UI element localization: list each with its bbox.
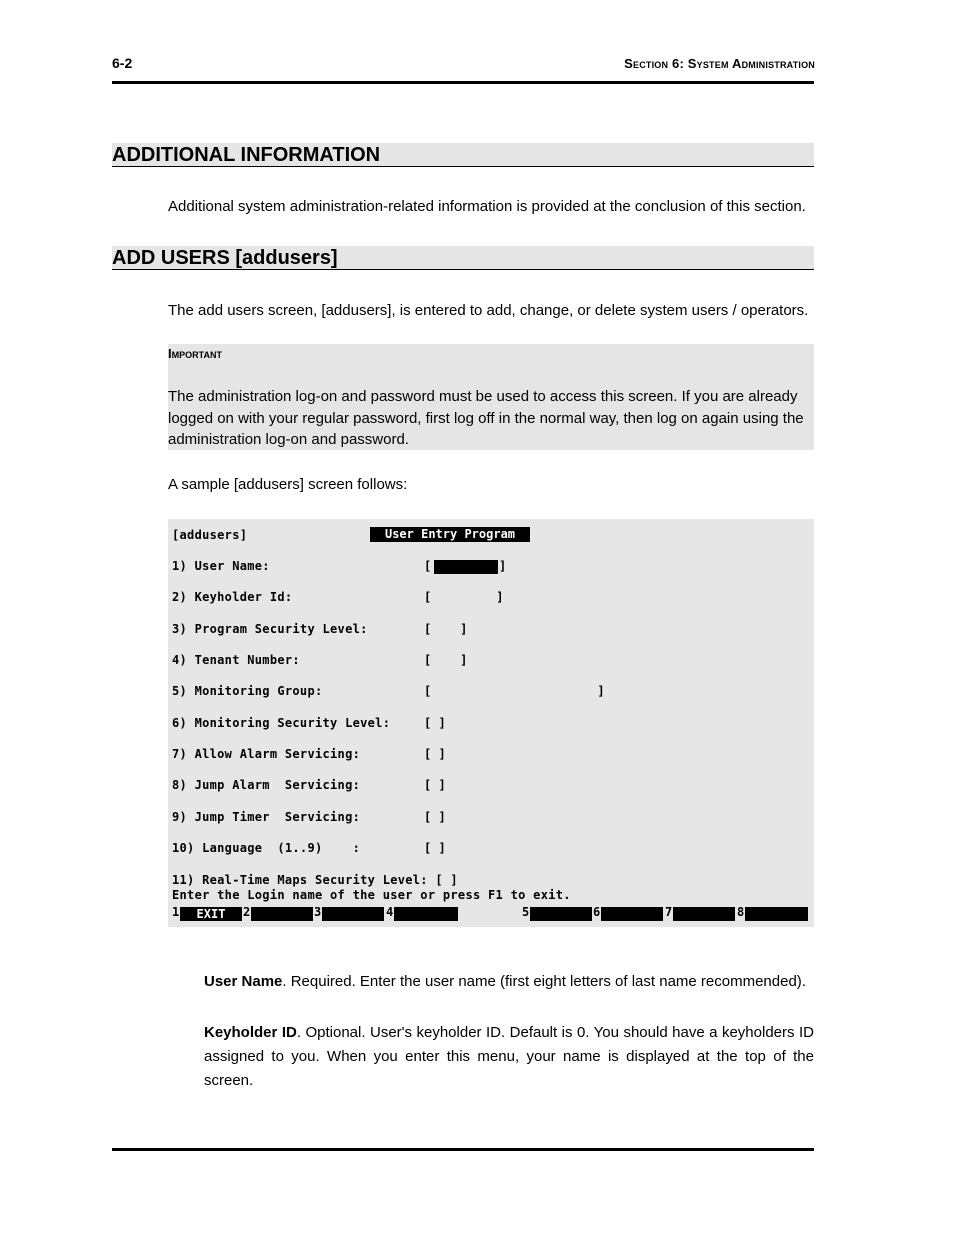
desc-keyholder-id <box>204 1021 814 1093</box>
field-label-user-name: 1) User Name: <box>172 559 270 573</box>
heading-add-users: ADD USERS [addusers] <box>112 246 814 270</box>
field-monitoring-group: [ ] <box>424 684 605 698</box>
fkey-7 <box>673 907 735 921</box>
fkey-4 <box>394 907 458 921</box>
field-bracket: ] <box>499 559 507 573</box>
section-title: Section 6: System Administration <box>624 56 815 71</box>
important-text: The administration log-on and password must be used to access this screen. If you are already logged on with your regular password, first log off in the normal way, then log on again using the administration log-on and password. <box>168 388 804 448</box>
field-label-allow-alarm: 7) Allow Alarm Servicing: <box>172 747 361 761</box>
field-language: [ ] <box>424 841 446 855</box>
addusers-screen <box>168 519 814 927</box>
fkey-3 <box>322 907 384 921</box>
fkey-5 <box>530 907 592 921</box>
desc-user-name-text: . Required. Enter the user name (first eight letters of last name recommended). <box>282 973 806 990</box>
fkey-4-number: 4 <box>386 905 394 919</box>
header-rule <box>112 81 814 84</box>
important-title: Important <box>168 346 222 361</box>
desc-user-name <box>204 970 814 993</box>
desc-keyholder-id-term: Keyholder ID <box>204 1024 297 1041</box>
fkey-5-number: 5 <box>522 905 530 919</box>
fkey-exit: EXIT <box>180 907 242 921</box>
screen-name: [addusers] <box>172 528 248 542</box>
fkey-2 <box>251 907 313 921</box>
field-user-name: [ <box>424 559 432 573</box>
field-label-tenant-number: 4) Tenant Number: <box>172 653 300 667</box>
field-label-realtime-maps: 11) Real-Time Maps Security Level: [ ] <box>172 873 458 887</box>
field-label-language: 10) Language (1..9) : <box>172 841 361 855</box>
field-label-jump-timer: 9) Jump Timer Servicing: <box>172 810 361 824</box>
add-users-paragraph: The add users screen, [addusers], is entered to add, change, or delete system users / operators. <box>168 302 809 319</box>
screen-prompt: Enter the Login name of the user or press F1 to exit. <box>172 888 571 902</box>
fkey-8 <box>745 907 808 921</box>
fkey-8-number: 8 <box>737 905 745 919</box>
fkey-1-number: 1 <box>172 905 180 919</box>
field-keyholder-id: [ ] <box>424 590 504 604</box>
field-label-monitoring-security: 6) Monitoring Security Level: <box>172 716 391 730</box>
fkey-6-number: 6 <box>593 905 601 919</box>
field-jump-alarm: [ ] <box>424 778 446 792</box>
desc-user-name-term: User Name <box>204 973 283 990</box>
footer-rule <box>112 1148 814 1151</box>
important-note <box>168 344 814 450</box>
field-label-keyholder-id: 2) Keyholder Id: <box>172 590 293 604</box>
field-allow-alarm: [ ] <box>424 747 446 761</box>
fkey-3-number: 3 <box>314 905 322 919</box>
field-tenant-number: [ ] <box>424 653 468 667</box>
additional-info-paragraph: Additional system administration-related information is provided at the conclusion of this section. <box>168 198 806 215</box>
field-label-program-security: 3) Program Security Level: <box>172 622 368 636</box>
user-name-input-cursor <box>434 560 498 574</box>
field-jump-timer: [ ] <box>424 810 446 824</box>
sample-intro: A sample [addusers] screen follows: <box>168 476 408 493</box>
field-label-jump-alarm: 8) Jump Alarm Servicing: <box>172 778 361 792</box>
fkey-2-number: 2 <box>243 905 251 919</box>
desc-keyholder-id-text: . Optional. User's keyholder ID. Default is 0. You should have a keyholders ID assigned to you. When you enter this menu, your name is displayed at the top of the screen. <box>204 1024 814 1089</box>
heading-additional-information: ADDITIONAL INFORMATION <box>112 143 814 167</box>
field-program-security: [ ] <box>424 622 468 636</box>
screen-title: User Entry Program <box>370 527 530 542</box>
field-monitoring-security: [ ] <box>424 716 446 730</box>
field-label-monitoring-group: 5) Monitoring Group: <box>172 684 323 698</box>
fkey-7-number: 7 <box>665 905 673 919</box>
page-number: 6-2 <box>112 55 133 71</box>
fkey-6 <box>601 907 663 921</box>
